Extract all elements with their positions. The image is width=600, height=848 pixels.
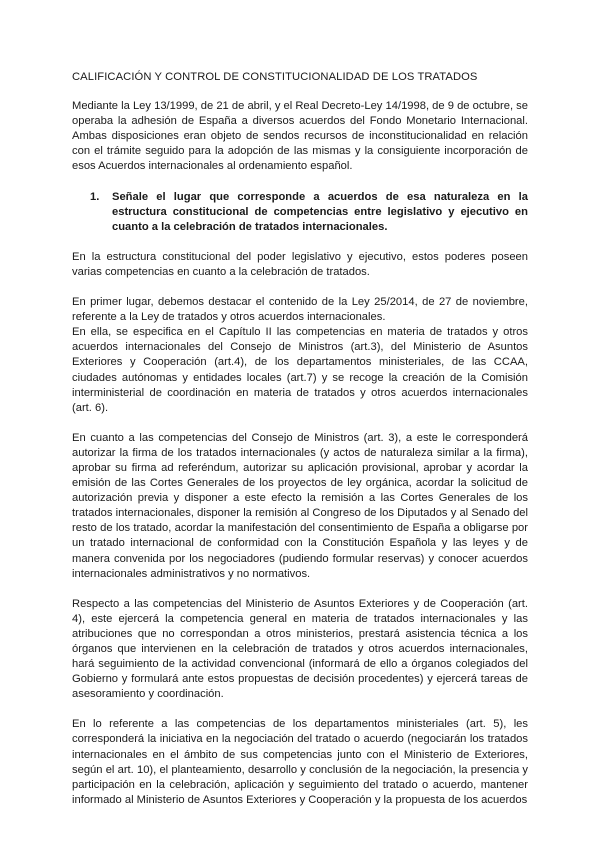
question-item (72, 190, 528, 235)
paragraph-ley-25-2014: En primer lugar, debemos destacar el contenido de la Ley 25/2014, de 27 de noviembre, referente a la Ley de tratados y otros acuerdos internacionales. (72, 296, 528, 324)
paragraph-consejo-ministros: En cuanto a las competencias del Consejo de Ministros (art. 3), a este le corresponderá autorizar la firma de los tratados internacionales (y actos de naturaleza similar a la firma), aprobar su firma ad referéndum, autorizar su aplicación provisional, aprobar y acordar la emisión de las Cortes Generales de los proyectos de ley orgánica, acordar la solicitud de autorización previa y disponer a este efecto la remisión a las Cortes Generales de los tratados internacionales, disponer la remisión al Congreso de los Diputados y al Senado del resto de los tratado, acordar la manifestación del consentimiento de España a obligarse por un tratado internacional de conformidad con la Constitución Española y las leyes y de manera convenida por los negociadores (pudiendo formular reservas) y conocer acuerdos internacionales administrativos y no normativos. (72, 431, 528, 580)
document-title: CALIFICACIÓN Y CONTROL DE CONSTITUCIONALIDAD DE LOS TRATADOS (72, 71, 478, 83)
document-body (72, 70, 528, 808)
paragraph-structure: En la estructura constitucional del poder legislativo y ejecutivo, estos poderes poseen varias competencias en cuanto a la celebración de tratados. (72, 250, 528, 278)
intro-paragraph: Mediante la Ley 13/1999, de 21 de abril, y el Real Decreto-Ley 14/1998, de 9 de octubre, se operaba la adhesión de España a diversos acuerdos del Fondo Monetario Internacional. Ambas disposiciones eran objeto de sendos recursos de inconstitucionalidad en relación con el trámite seguido para la adopción de las mismas y la consiguiente incorporación de esos Acuerdos internacionales al ordenamiento español. (72, 100, 528, 173)
paragraph-capitulo-ii: En ella, se especifica en el Capítulo II las competencias en materia de tratados y otros acuerdos internacionales del Consejo de Ministros (art.3), del Ministerio de Asuntos Exteriores y Cooperación (art.4), de los departamentos ministeriales, de las CCAA, ciudades autónomas y entidades locales (art.7) y se recoge la creación de la Comisión interministerial de coordinación en materia de tratados y otros acuerdos internacionales (art. 6). (72, 326, 528, 414)
paragraph-departamentos-ministeriales: En lo referente a las competencias de los departamentos ministeriales (art. 5), les corresponderá la iniciativa en la negociación del tratado o acuerdo (negociarán los tratados internacionales en el ámbito de sus competencias junto con el Ministerio de Exteriores, según el art. 10), el planteamiento, desarrollo y conclusión de la negociación, la presencia y participación en la celebración, aplicación y seguimiento del tratado o acuerdo, mantener informado al Ministerio de Asuntos Exteriores y Cooperación y la propuesta de los acuerdos (72, 718, 528, 806)
question-text: Señale el lugar que corresponde a acuerdos de esa naturaleza en la estructura constitucional de competencias entre legislativo y ejecutivo en cuanto a la celebración de tratados internacionales. (112, 190, 528, 233)
question-number: 1. (90, 190, 100, 203)
paragraph-ministerio-exteriores: Respecto a las competencias del Ministerio de Asuntos Exteriores y de Cooperación (art. 4), este ejercerá la competencia general en materia de tratados internacionales y las atribuciones que no correspondan a otros ministerios, prestará asistencia técnica a los órganos que intervienen en la celebración de tratados y otros acuerdos internacionales, hará seguimiento de la actividad convencional (informará de ello a órganos colegiados del Gobierno y formulará ante estos propuestas de decisión procedentes) y ejercerá tareas de asesoramiento y coordinación. (72, 597, 528, 701)
